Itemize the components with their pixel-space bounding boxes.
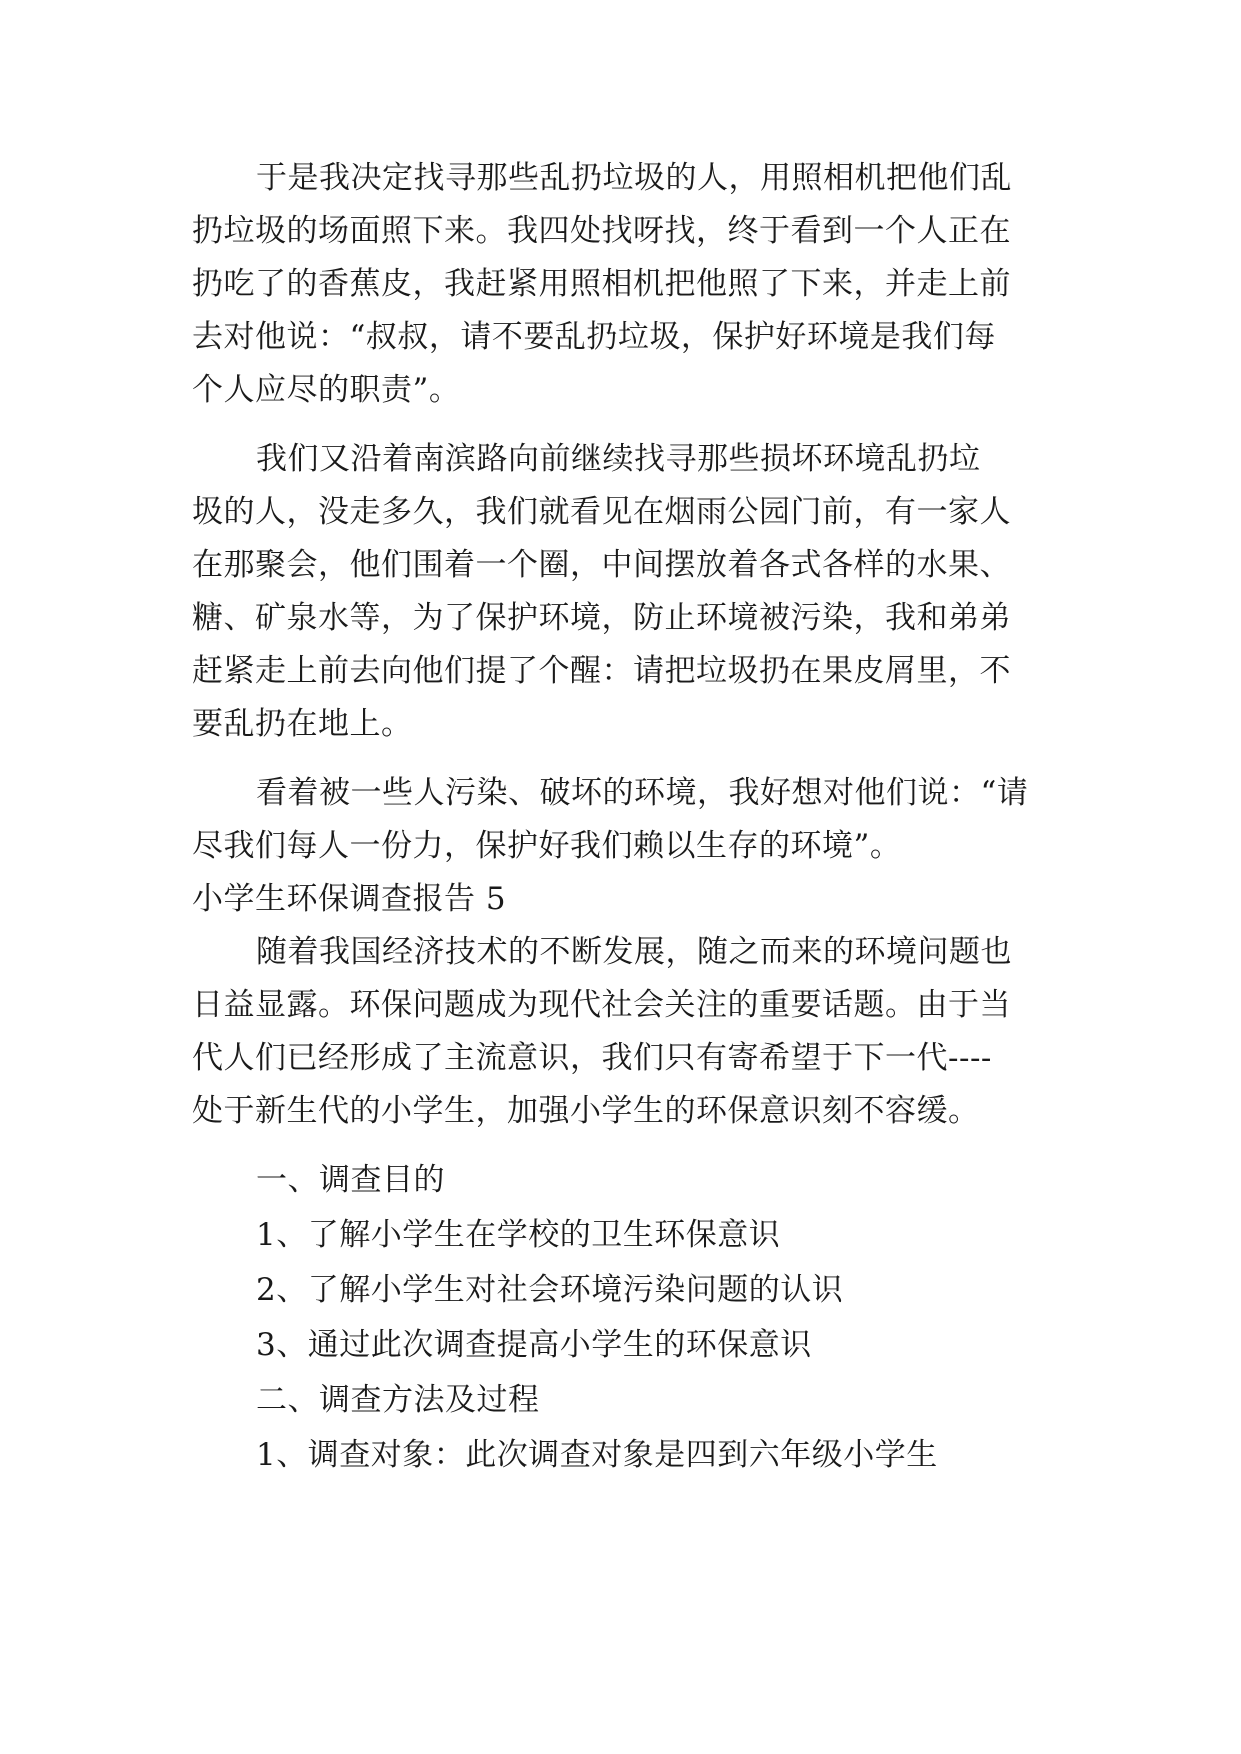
paragraph-line: 于是我决定找寻那些乱扔垃圾的人，用照相机把他们乱	[256, 160, 1012, 196]
paragraph-line: 赶紧走上前去向他们提了个醒：请把垃圾扔在果皮屑里，不	[192, 653, 1011, 689]
section-heading: 小学生环保调查报告 5	[192, 881, 507, 917]
paragraph-line: 处于新生代的小学生，加强小学生的环保意识刻不容缓。	[192, 1093, 980, 1129]
paragraph-line: 我们又沿着南滨路向前继续找寻那些损坏环境乱扔垃	[256, 441, 981, 477]
paragraph-line: 个人应尽的职责”。	[192, 372, 461, 408]
paragraph-line: 尽我们每人一份力，保护好我们赖以生存的环境”。	[192, 828, 902, 864]
paragraph-line: 扔吃了的香蕉皮，我赶紧用照相机把他照了下来，并走上前	[192, 266, 1011, 302]
list-heading: 一、调查目的	[256, 1162, 445, 1198]
paragraph-line: 代人们已经形成了主流意识，我们只有寄希望于下一代----	[192, 1040, 992, 1076]
paragraph-line: 扔垃圾的场面照下来。我四处找呀找，终于看到一个人正在	[192, 213, 1011, 249]
paragraph-line: 圾的人，没走多久，我们就看见在烟雨公园门前，有一家人	[192, 494, 1011, 530]
paragraph-line: 在那聚会，他们围着一个圈，中间摆放着各式各样的水果、	[192, 547, 1011, 583]
list-heading: 二、调查方法及过程	[256, 1382, 540, 1418]
list-item: 1、了解小学生在学校的卫生环保意识	[256, 1217, 781, 1253]
paragraph-line: 去对他说：“叔叔，请不要乱扔垃圾，保护好环境是我们每	[192, 319, 996, 355]
list-item: 1、调查对象：此次调查对象是四到六年级小学生	[256, 1437, 938, 1473]
paragraph-line: 随着我国经济技术的不断发展，随之而来的环境问题也	[256, 934, 1012, 970]
list-item: 3、通过此次调查提高小学生的环保意识	[256, 1327, 812, 1363]
paragraph-line: 要乱扔在地上。	[192, 706, 413, 742]
paragraph-line: 看着被一些人污染、破坏的环境，我好想对他们说：“请	[256, 775, 1029, 811]
paragraph-line: 日益显露。环保问题成为现代社会关注的重要话题。由于当	[192, 987, 1011, 1023]
paragraph-line: 糖、矿泉水等，为了保护环境，防止环境被污染，我和弟弟	[192, 600, 1011, 636]
list-item: 2、了解小学生对社会环境污染问题的认识	[256, 1272, 844, 1308]
